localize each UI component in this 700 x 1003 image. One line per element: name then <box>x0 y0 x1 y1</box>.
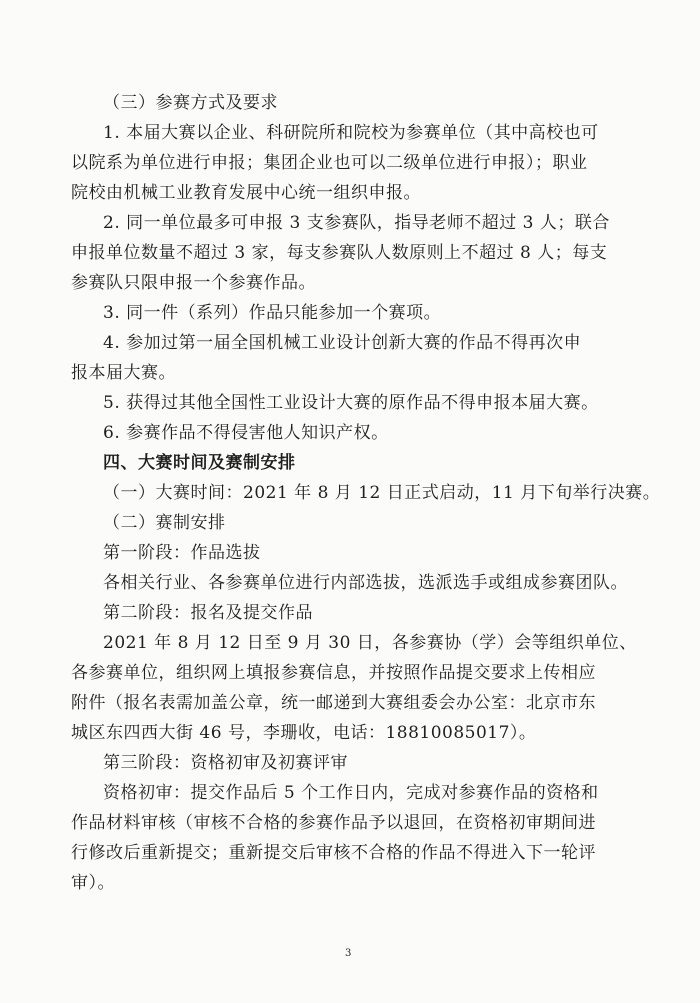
subsection-heading: （二）赛制安排 <box>103 513 226 533</box>
paragraph-line: （一）大赛时间：2021 年 8 月 12 日正式启动，11 月下旬举行决赛。 <box>103 483 661 503</box>
paragraph-line: 审）。 <box>71 873 115 893</box>
paragraph-line: 资格初审：提交作品后 5 个工作日内，完成对参赛作品的资格和 <box>103 783 599 803</box>
paragraph-line: 申报单位数量不超过 3 家，每支参赛队人数原则上不超过 8 人；每支 <box>71 243 608 263</box>
stage-heading: 第二阶段：报名及提交作品 <box>103 603 313 623</box>
paragraph-line: 3. 同一件（系列）作品只能参加一个赛项。 <box>103 303 442 323</box>
subsection-heading-3: （三）参赛方式及要求 <box>103 93 278 113</box>
paragraph-line: 报本届大赛。 <box>71 363 176 383</box>
paragraph-line: 4. 参加过第一届全国机械工业设计创新大赛的作品不得再次申 <box>103 333 582 353</box>
paragraph-line: 附件（报名表需加盖公章，统一邮递到大赛组委会办公室：北京市东 <box>71 693 596 713</box>
paragraph-line: 各相关行业、各参赛单位进行内部选拔，选派选手或组成参赛团队。 <box>103 573 628 593</box>
paragraph-line: 以院系为单位进行申报；集团企业也可以二级单位进行申报）；职业 <box>71 153 588 173</box>
stage-heading: 第三阶段：资格初审及初赛评审 <box>103 753 348 773</box>
paragraph-line: 院校由机械工业教育发展中心统一组织申报。 <box>71 183 421 203</box>
paragraph-line: 2. 同一单位最多可申报 3 支参赛队，指导老师不超过 3 人；联合 <box>103 213 610 233</box>
paragraph-line: 参赛队只限申报一个参赛作品。 <box>71 273 316 293</box>
paragraph-line: 2021 年 8 月 12 日至 9 月 30 日，各参赛协（学）会等组织单位、 <box>103 633 637 653</box>
stage-heading: 第一阶段：作品选拔 <box>103 543 261 563</box>
page-number: 3 <box>345 948 352 959</box>
section-heading-4: 四、大赛时间及赛制安排 <box>103 453 296 473</box>
paragraph-line: 城区东四西大街 46 号，李珊收，电话：18810085017）。 <box>71 723 537 743</box>
paragraph-line: 5. 获得过其他全国性工业设计大赛的原作品不得申报本届大赛。 <box>103 393 599 413</box>
paragraph-line: 1. 本届大赛以企业、科研院所和院校为参赛单位（其中高校也可 <box>103 123 599 143</box>
paragraph-line: 行修改后重新提交；重新提交后审核不合格的作品不得进入下一轮评 <box>71 843 596 863</box>
paragraph-line: 6. 参赛作品不得侵害他人知识产权。 <box>103 423 389 443</box>
paragraph-line: 各参赛单位，组织网上填报参赛信息，并按照作品提交要求上传相应 <box>71 663 596 683</box>
paragraph-line: 作品材料审核（审核不合格的参赛作品予以退回，在资格初审期间进 <box>71 813 596 833</box>
